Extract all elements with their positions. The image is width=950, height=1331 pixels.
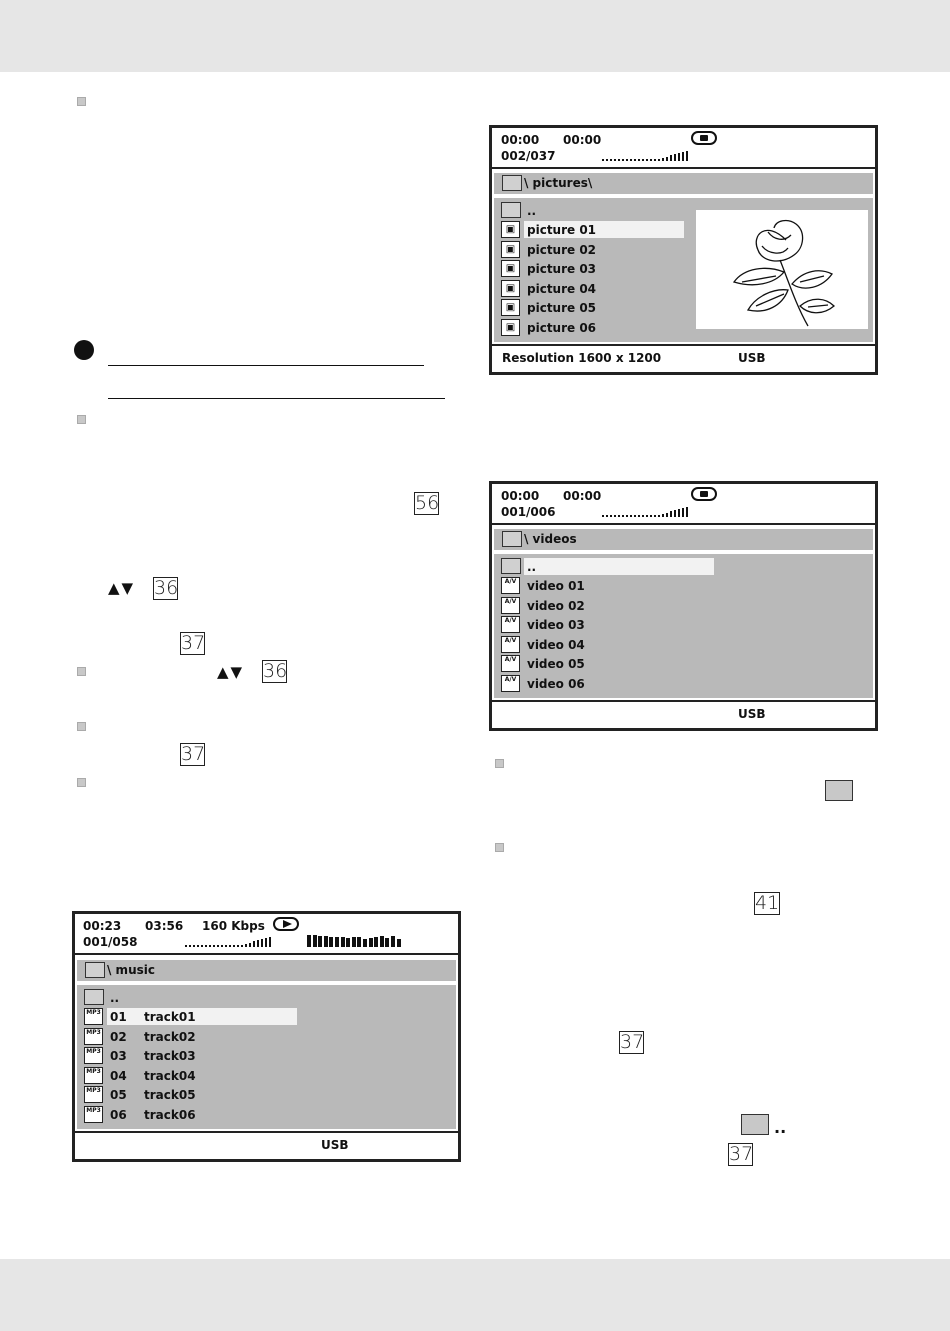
track-number: 06 — [110, 1108, 127, 1122]
tick-mark — [201, 945, 203, 947]
video-file-icon: A/V — [501, 636, 520, 653]
parent-folder-dots: .. — [774, 1118, 787, 1137]
file-counter: 002/037 — [501, 149, 556, 163]
track-row[interactable] — [77, 1085, 456, 1104]
parent-row[interactable] — [494, 557, 873, 576]
track-row[interactable] — [77, 1066, 456, 1085]
file-name: video 02 — [527, 598, 585, 613]
tick-mark — [189, 945, 191, 947]
track-row[interactable] — [77, 1027, 456, 1046]
folder-icon — [825, 780, 853, 801]
eq-bar — [346, 938, 350, 947]
eq-bar — [352, 937, 356, 947]
track-row[interactable] — [77, 1007, 456, 1026]
tick-mark — [233, 945, 235, 947]
tick-mark — [602, 515, 604, 517]
pictures-screen — [489, 125, 878, 375]
bullet-marker — [77, 722, 86, 731]
tick-mark — [642, 515, 644, 517]
file-list — [494, 554, 873, 698]
ref-36: 36 — [154, 577, 179, 599]
tick-mark — [662, 158, 664, 161]
selection-highlight — [524, 558, 714, 575]
status-footer — [75, 1131, 458, 1159]
ref-37: 37 — [181, 632, 206, 654]
file-name: picture 02 — [527, 242, 597, 257]
camera-file-icon: ▣ — [501, 319, 520, 336]
camera-file-icon: ▣ — [501, 241, 520, 258]
tick-mark — [614, 159, 616, 161]
tick-mark — [245, 944, 247, 947]
tick-mark — [602, 159, 604, 161]
ref-37: 37 — [620, 1031, 645, 1053]
tick-mark — [213, 945, 215, 947]
eq-bar — [385, 938, 389, 947]
tick-mark — [610, 159, 612, 161]
total-time: 00:00 — [563, 133, 602, 147]
up-down-arrow-icon: ▲▼ — [217, 663, 245, 681]
folder-icon — [502, 531, 522, 547]
eq-bar — [318, 936, 322, 947]
tick-mark — [610, 515, 612, 517]
ref-56: 56 — [415, 492, 440, 514]
music-screen — [72, 911, 461, 1162]
tick-mark — [253, 941, 255, 947]
tick-mark — [257, 940, 259, 947]
tick-mark — [221, 945, 223, 947]
tick-mark — [674, 154, 676, 161]
tick-mark — [658, 159, 660, 161]
tick-mark — [614, 515, 616, 517]
camera-file-icon: ▣ — [501, 280, 520, 297]
camera-file-icon: ▣ — [501, 221, 520, 238]
tick-mark — [686, 151, 688, 161]
elapsed-time: 00:23 — [83, 919, 122, 933]
status-header — [492, 484, 875, 525]
parent-label: .. — [527, 204, 537, 218]
total-time: 00:00 — [563, 489, 602, 503]
eq-bar — [374, 937, 378, 947]
status-footer — [492, 344, 875, 372]
selection-highlight — [107, 1008, 297, 1025]
tick-mark — [237, 945, 239, 947]
eq-bar — [391, 936, 395, 947]
source-label: USB — [321, 1138, 349, 1152]
folder-icon — [502, 175, 522, 191]
tick-mark — [682, 508, 684, 517]
folder-icon — [501, 558, 521, 574]
file-list — [494, 198, 873, 342]
video-file-icon: A/V — [501, 675, 520, 692]
tick-mark — [674, 510, 676, 517]
eq-bar — [329, 937, 333, 947]
eq-bar — [335, 937, 339, 947]
file-list — [77, 985, 456, 1129]
rose-icon — [696, 210, 868, 329]
elapsed-time: 00:00 — [501, 489, 540, 503]
video-file-icon: A/V — [501, 597, 520, 614]
file-name: picture 04 — [527, 281, 597, 296]
tick-mark — [646, 159, 648, 161]
parent-row[interactable] — [77, 988, 456, 1007]
path-bar — [494, 173, 873, 194]
file-row[interactable] — [494, 674, 873, 693]
tick-mark — [654, 159, 656, 161]
folder-icon — [85, 962, 105, 978]
resolution-label: Resolution 1600 x 1200 — [502, 351, 662, 365]
path-label: \ pictures\ — [524, 176, 593, 190]
stop-icon — [691, 487, 717, 501]
mp3-file-icon: MP3 — [84, 1086, 103, 1103]
tick-mark — [209, 945, 211, 947]
total-time: 03:56 — [145, 919, 184, 933]
track-number: 01 — [110, 1010, 127, 1024]
ref-36: 36 — [263, 660, 288, 682]
tick-mark — [618, 159, 620, 161]
track-number: 05 — [110, 1088, 127, 1103]
track-row[interactable] — [77, 1046, 456, 1065]
tick-mark — [682, 152, 684, 161]
tick-mark — [185, 945, 187, 947]
eq-bar — [380, 936, 384, 947]
bullet-marker — [77, 97, 86, 106]
tick-mark — [193, 945, 195, 947]
note-icon — [74, 340, 94, 360]
page-header-band — [0, 0, 950, 72]
tick-mark — [670, 511, 672, 517]
progress-ticks — [185, 937, 275, 947]
track-row[interactable] — [77, 1105, 456, 1124]
file-row[interactable] — [494, 576, 873, 595]
source-label: USB — [738, 707, 766, 721]
tick-mark — [606, 159, 608, 161]
note-rule — [108, 365, 424, 366]
tick-mark — [662, 514, 664, 517]
status-header — [492, 128, 875, 169]
camera-file-icon: ▣ — [501, 260, 520, 277]
tick-mark — [626, 515, 628, 517]
tick-mark — [225, 945, 227, 947]
path-label: \ videos — [524, 532, 577, 546]
eq-bar — [363, 939, 367, 947]
tick-mark — [650, 515, 652, 517]
tick-mark — [642, 159, 644, 161]
video-file-icon: A/V — [501, 616, 520, 633]
tick-mark — [229, 945, 231, 947]
track-number: 02 — [110, 1029, 127, 1044]
equalizer-bars-icon — [307, 933, 407, 947]
tick-mark — [626, 159, 628, 161]
bullet-marker — [495, 759, 504, 768]
track-name: track03 — [144, 1049, 196, 1064]
file-counter: 001/058 — [83, 935, 138, 949]
parent-label: .. — [527, 560, 537, 574]
eq-bar — [324, 936, 328, 947]
ref-37: 37 — [181, 743, 206, 765]
file-name: video 05 — [527, 657, 585, 672]
tick-mark — [646, 515, 648, 517]
eq-bar — [313, 935, 317, 947]
folder-icon — [501, 202, 521, 218]
progress-ticks — [602, 507, 692, 517]
bullet-marker — [77, 415, 86, 424]
note-rule — [108, 398, 445, 399]
eq-bar — [357, 937, 361, 947]
tick-mark — [622, 159, 624, 161]
tick-mark — [678, 509, 680, 517]
tick-mark — [261, 939, 263, 947]
file-name: picture 05 — [527, 301, 597, 316]
tick-mark — [638, 515, 640, 517]
path-bar — [77, 960, 456, 981]
folder-icon — [741, 1114, 769, 1135]
eq-bar — [341, 937, 345, 947]
bullet-marker — [77, 778, 86, 787]
tick-mark — [217, 945, 219, 947]
file-name: picture 01 — [527, 223, 597, 237]
track-name: track06 — [144, 1108, 196, 1122]
folder-icon — [84, 989, 104, 1005]
path-bar — [494, 529, 873, 550]
tick-mark — [686, 507, 688, 517]
track-name: track04 — [144, 1068, 196, 1083]
stop-icon — [691, 131, 717, 145]
tick-mark — [622, 515, 624, 517]
tick-mark — [205, 945, 207, 947]
file-row[interactable] — [494, 635, 873, 654]
videos-screen — [489, 481, 878, 731]
elapsed-time: 00:00 — [501, 133, 540, 147]
bitrate: 160 Kbps — [202, 919, 265, 933]
track-number: 03 — [110, 1049, 127, 1064]
eq-bar — [369, 938, 373, 947]
bullet-marker — [495, 843, 504, 852]
file-name: picture 03 — [527, 262, 597, 277]
status-header — [75, 914, 458, 955]
video-file-icon: A/V — [501, 655, 520, 672]
ref-41: 41 — [755, 892, 780, 914]
tick-mark — [241, 945, 243, 947]
tick-mark — [606, 515, 608, 517]
tick-mark — [670, 155, 672, 161]
mp3-file-icon: MP3 — [84, 1047, 103, 1064]
eq-bar — [397, 939, 401, 947]
video-file-icon: A/V — [501, 577, 520, 594]
bullet-marker — [77, 667, 86, 676]
mp3-file-icon: MP3 — [84, 1028, 103, 1045]
tick-mark — [630, 515, 632, 517]
progress-ticks — [602, 151, 692, 161]
file-name: video 06 — [527, 677, 585, 691]
file-name: video 01 — [527, 579, 585, 593]
tick-mark — [658, 515, 660, 517]
tick-mark — [197, 945, 199, 947]
page-footer-band — [0, 1259, 950, 1331]
tick-mark — [634, 515, 636, 517]
camera-file-icon: ▣ — [501, 299, 520, 316]
track-name: track01 — [144, 1010, 196, 1024]
ref-37: 37 — [729, 1143, 754, 1165]
status-footer — [492, 700, 875, 728]
mp3-file-icon: MP3 — [84, 1008, 103, 1025]
play-icon — [273, 917, 299, 931]
track-number: 04 — [110, 1068, 127, 1083]
tick-mark — [650, 159, 652, 161]
tick-mark — [249, 943, 251, 947]
path-label: \ music — [107, 963, 155, 977]
tick-mark — [618, 515, 620, 517]
file-name: picture 06 — [527, 321, 597, 335]
parent-label: .. — [110, 991, 120, 1005]
track-name: track05 — [144, 1088, 196, 1103]
file-row[interactable] — [494, 654, 873, 673]
file-name: video 03 — [527, 618, 585, 633]
tick-mark — [630, 159, 632, 161]
mp3-file-icon: MP3 — [84, 1106, 103, 1123]
tick-mark — [654, 515, 656, 517]
file-name: video 04 — [527, 637, 585, 652]
file-counter: 001/006 — [501, 505, 556, 519]
file-row[interactable] — [494, 596, 873, 615]
tick-mark — [265, 938, 267, 947]
source-label: USB — [738, 351, 766, 365]
eq-bar — [307, 935, 311, 947]
picture-preview — [696, 210, 868, 329]
tick-mark — [666, 157, 668, 161]
tick-mark — [666, 513, 668, 517]
tick-mark — [678, 153, 680, 161]
track-name: track02 — [144, 1029, 196, 1044]
tick-mark — [269, 937, 271, 947]
tick-mark — [638, 159, 640, 161]
tick-mark — [634, 159, 636, 161]
up-down-arrow-icon: ▲▼ — [108, 579, 136, 597]
mp3-file-icon: MP3 — [84, 1067, 103, 1084]
file-row[interactable] — [494, 615, 873, 634]
